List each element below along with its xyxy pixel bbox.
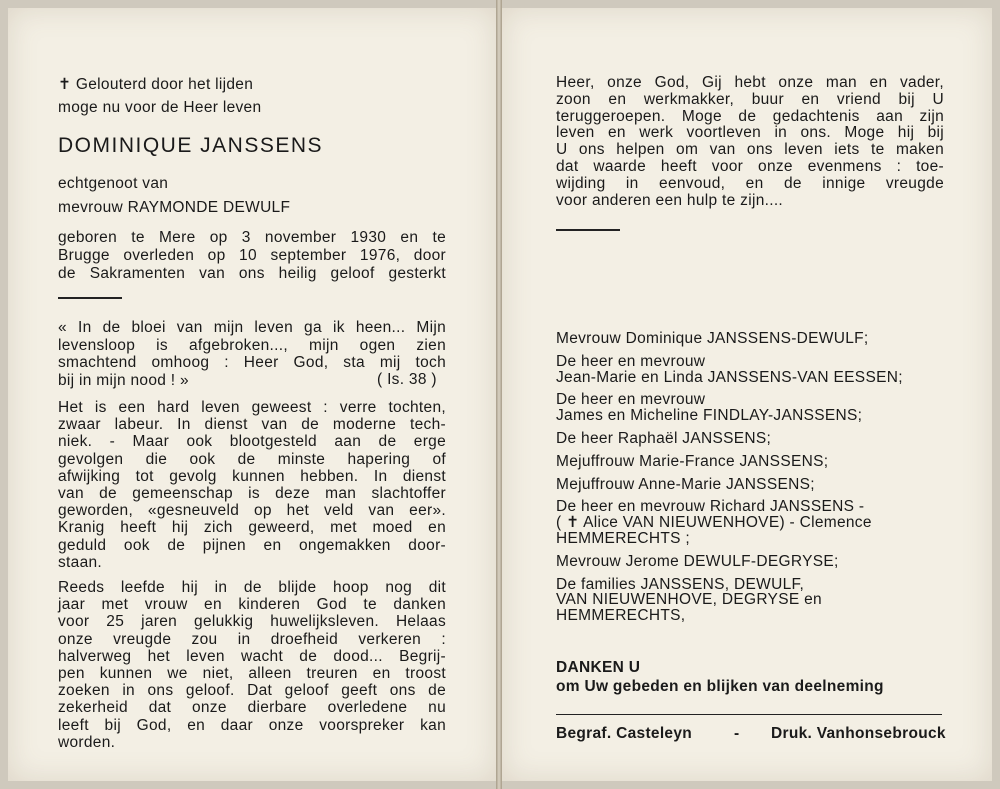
para1-line: zwaar labeur. In dienst van de moderne tech- bbox=[58, 416, 446, 434]
para2-line: pen kunnen we niet, alleen treuren en troost bbox=[58, 665, 446, 683]
prayer-line: zoon en werkmakker, buur en vriend bij U bbox=[556, 90, 944, 108]
para2-line: zekerheid dat onze dierbare overledene nu bbox=[58, 699, 446, 717]
family-entry-line: Mejuffrouw Anne-Marie JANSSENS; bbox=[556, 475, 815, 493]
para2-line: zoeken in ons geloof. Dat geloof geeft ons de bbox=[58, 682, 446, 700]
para1-line: van de gemeenschap is deze man slachtoffer bbox=[58, 485, 446, 503]
family-entry-line: ( ✝ Alice VAN NIEUWENHOVE) - Clemence bbox=[556, 514, 872, 532]
footer-rule bbox=[556, 714, 942, 715]
family-entry-line: De heer en mevrouw Richard JANSSENS - bbox=[556, 498, 865, 516]
para2-line: onze vreugde zou in droefheid verkeren : bbox=[58, 630, 446, 648]
family-entry-line: Jean-Marie en Linda JANSSENS-VAN EESSEN; bbox=[556, 368, 903, 386]
prayer-line: Heer, onze God, Gij hebt onze man en vader, bbox=[556, 74, 944, 91]
motto-line-2: moge nu voor de Heer leven bbox=[58, 99, 262, 116]
quote-line: « In de bloei van mijn leven ga ik heen... Mijn bbox=[58, 319, 446, 336]
hope-paragraph bbox=[58, 579, 446, 751]
family-entry bbox=[556, 392, 956, 424]
family-entry-line: VAN NIEUWENHOVE, DEGRYSE en bbox=[556, 591, 822, 609]
quote-line: bij in mijn nood ! » bbox=[58, 371, 189, 389]
family-entry bbox=[556, 554, 956, 570]
divider-left bbox=[58, 297, 122, 299]
thanks-text: om Uw gebeden en blijken van deelneming bbox=[556, 678, 884, 695]
prayer-line: voor anderen een hulp te zijn.... bbox=[556, 191, 784, 209]
para1-line: staan. bbox=[58, 553, 103, 571]
thanks-title: DANKEN U bbox=[556, 659, 641, 676]
family-entry bbox=[556, 577, 956, 624]
para1-line: niek. - Maar ook blootgesteld aan de erge bbox=[58, 433, 446, 451]
undertaker: Begraf. Casteleyn bbox=[556, 725, 693, 742]
para1-line: geworden, «gesneuveld op het veld van eer». bbox=[58, 502, 446, 520]
family-entry bbox=[556, 454, 956, 470]
para2-line: jaar met vrouw en kinderen God te danken bbox=[58, 596, 446, 614]
para2-line: voor 25 jaren gelukkig huwelijksleven. Helaas bbox=[58, 613, 446, 631]
biography bbox=[58, 229, 446, 283]
prayer-line: leven en werk voortleven in ons. Moge hij bij bbox=[556, 124, 944, 142]
para1-line: gevolgen die ook de minste hapering of bbox=[58, 450, 446, 468]
divider-right bbox=[556, 229, 620, 231]
life-paragraph bbox=[58, 399, 446, 571]
family-entry-line: HEMMERECHTS, bbox=[556, 607, 686, 625]
card-fold bbox=[496, 0, 502, 789]
family-entry-line: De families JANSSENS, DEWULF, bbox=[556, 575, 805, 593]
quote-reference: ( Is. 38 ) bbox=[377, 371, 437, 388]
family-entry-line: De heer Raphaël JANSSENS; bbox=[556, 429, 772, 447]
quote-line: smachtend omhoog : Heer God, sta mij toch bbox=[58, 354, 446, 371]
para2-line: worden. bbox=[58, 733, 116, 751]
bio-line: geboren te Mere op 3 november 1930 en te bbox=[58, 229, 446, 246]
family-list bbox=[556, 331, 956, 631]
para1-line: afwijking tot gevolg kunnen hebben. In dienst bbox=[58, 467, 446, 485]
prayer bbox=[556, 75, 944, 209]
family-entry-line: De heer en mevrouw bbox=[556, 352, 706, 370]
footer-separator: - bbox=[734, 725, 740, 742]
prayer-line: dat waarde heeft voor onze evenmens : toe- bbox=[556, 157, 944, 175]
prayer-line: U ons helpen om van ons leven iets te maken bbox=[556, 141, 944, 159]
spouse-name: mevrouw RAYMONDE DEWULF bbox=[58, 199, 291, 216]
family-entry bbox=[556, 354, 956, 386]
printer: Druk. Vanhonsebrouck bbox=[771, 725, 946, 742]
family-entry bbox=[556, 331, 956, 347]
para2-line: leeft bij God, en daar onze voorspreker kan bbox=[58, 716, 446, 734]
para1-line: Kranig heeft hij zich geweerd, met moed en bbox=[58, 519, 446, 537]
para2-line: Reeds leefde hij in de blijde hoop nog dit bbox=[58, 579, 446, 596]
family-entry-line: Mevrouw Dominique JANSSENS-DEWULF; bbox=[556, 330, 869, 347]
deceased-name: DOMINIQUE JANSSENS bbox=[58, 134, 324, 157]
spouse-intro: echtgenoot van bbox=[58, 175, 169, 192]
family-entry-line: James en Micheline FINDLAY-JANSSENS; bbox=[556, 407, 863, 425]
motto-line-1: ✝ Gelouterd door het lijden bbox=[58, 76, 254, 93]
quote-line: levensloop is afgebroken..., mijn ogen zien bbox=[58, 336, 446, 354]
family-entry bbox=[556, 477, 956, 493]
para1-line: geduld ook de pijnen en ongemakken door- bbox=[58, 536, 446, 554]
para2-line: halverweg het leven wacht de dood... Begrij- bbox=[58, 647, 446, 665]
family-entry bbox=[556, 431, 956, 447]
para1-line: Het is een hard leven geweest : verre tochten, bbox=[58, 399, 446, 416]
prayer-line: teruggeroepen. Moge de gedachtenis aan zijn bbox=[556, 107, 944, 125]
family-entry-line: De heer en mevrouw bbox=[556, 391, 706, 409]
family-entry-line: Mejuffrouw Marie-France JANSSENS; bbox=[556, 452, 829, 470]
bio-line: Brugge overleden op 10 september 1976, door bbox=[58, 247, 446, 264]
family-entry-line: HEMMERECHTS ; bbox=[556, 529, 690, 547]
prayer-line: wijding in eenvoud, en de innige vreugde bbox=[556, 174, 944, 192]
family-entry bbox=[556, 499, 956, 546]
family-entry-line: Mevrouw Jerome DEWULF-DEGRYSE; bbox=[556, 552, 839, 570]
bio-line: de Sakramenten van ons heilig geloof gesterkt bbox=[58, 265, 446, 282]
